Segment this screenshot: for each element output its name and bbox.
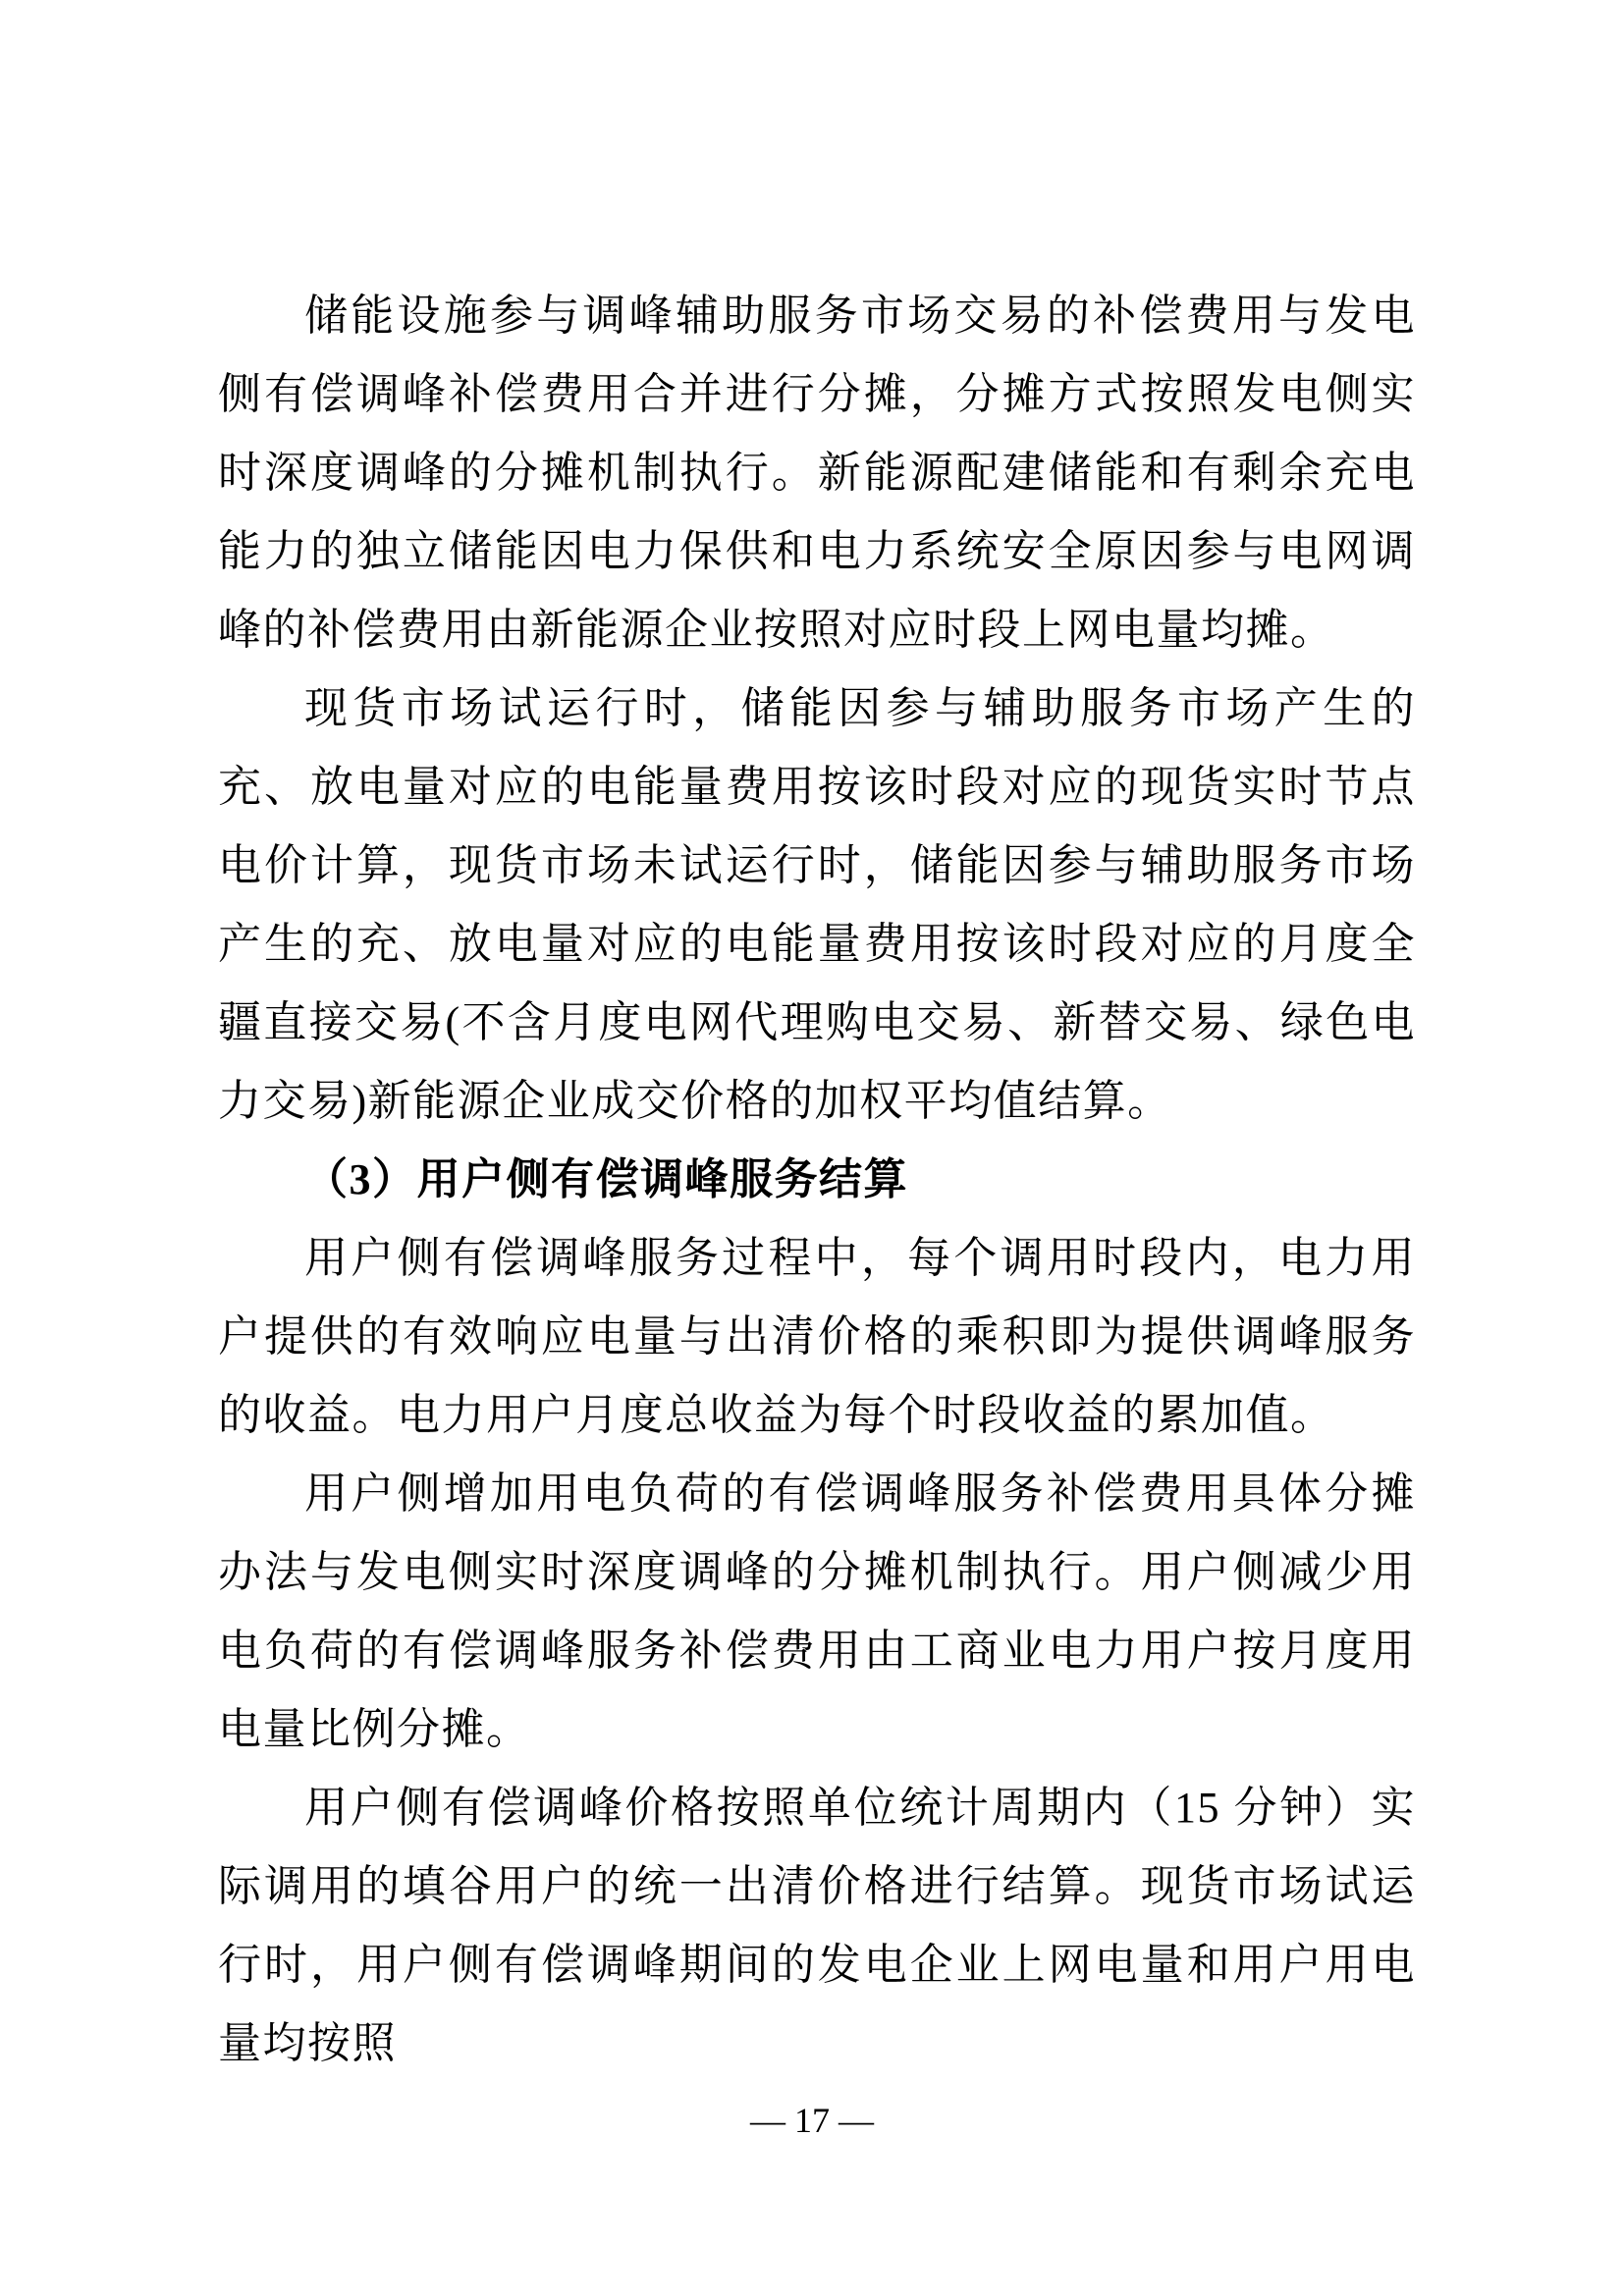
page-body (218, 277, 1416, 2083)
paragraph-storage-compensation-sharing: 储能设施参与调峰辅助服务市场交易的补偿费用与发电侧有偿调峰补偿费用合并进行分摊，分摊方式按照发电侧实时深度调峰的分摊机制执行。新能源配建储能和有剩余充电能力的独立储能因电力保供和电力系统安全原因参与电网调峰的补偿费用由新能源企业按照对应时段上网电量均摊。 (218, 292, 1416, 654)
page-number: — 17 — (750, 2101, 874, 2140)
paragraph-user-side-price-settlement: 用户侧有偿调峰价格按照单位统计周期内（15 分钟）实际调用的填谷用户的统一出清价格进行结算。现货市场试运行时，用户侧有偿调峰期间的发电企业上网电量和用户用电量均按照 (218, 1784, 1416, 2067)
paragraph-storage-energy-fee-settlement: 现货市场试运行时，储能因参与辅助服务市场产生的充、放电量对应的电能量费用按该时段对应的现货实时节点电价计算，现货市场未试运行时，储能因参与辅助服务市场产生的充、放电量对应的电能量费用按该时段对应的月度全疆直接交易(不含月度电网代理购电交易、新替交易、绿色电力交易)新能源企业成交价格的加权平均值结算。 (218, 684, 1416, 1125)
paragraph-user-side-revenue: 用户侧有偿调峰服务过程中，每个调用时段内，电力用户提供的有效响应电量与出清价格的乘积即为提供调峰服务的收益。电力用户月度总收益为每个时段收益的累加值。 (218, 1234, 1416, 1439)
paragraph-user-side-cost-sharing: 用户侧增加用电负荷的有偿调峰服务补偿费用具体分摊办法与发电侧实时深度调峰的分摊机制执行。用户侧减少用电负荷的有偿调峰服务补偿费用由工商业电力用户按月度用电量比例分摊。 (218, 1469, 1416, 1753)
page-footer (0, 2093, 1624, 2148)
heading-user-side-paid-peak-settlement: （3）用户侧有偿调峰服务结算 (304, 1155, 908, 1203)
